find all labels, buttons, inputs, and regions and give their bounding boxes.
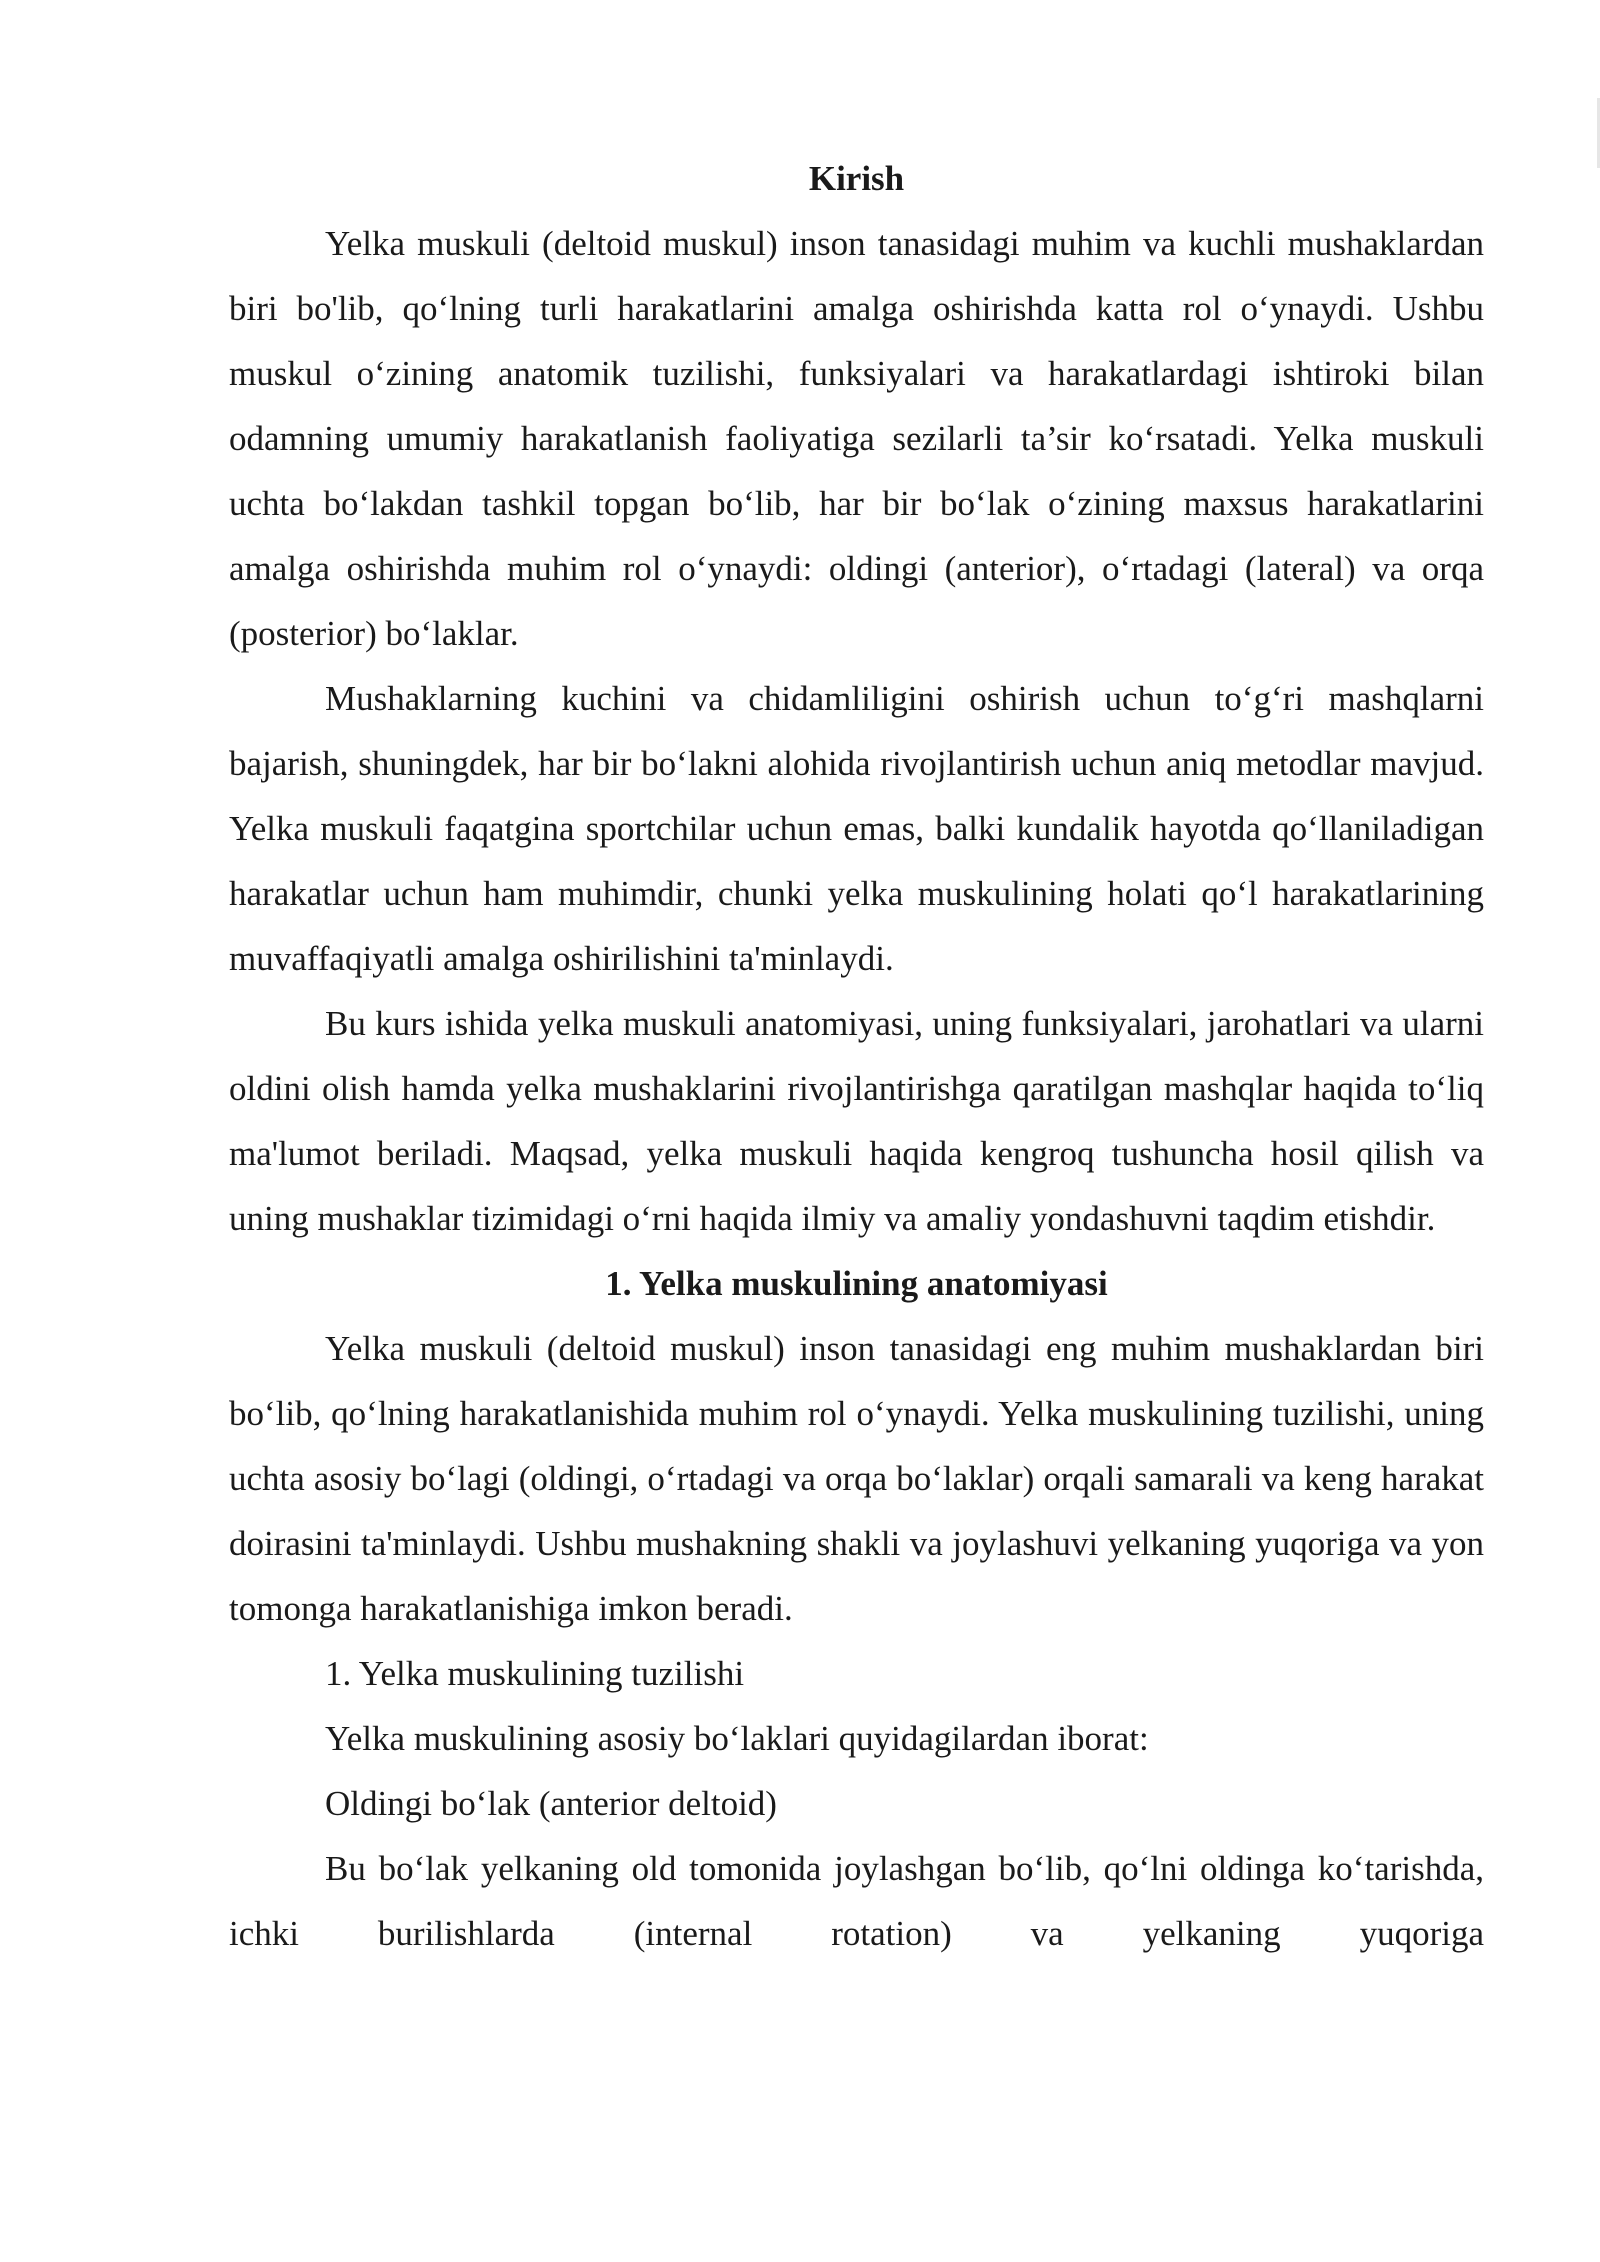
document-page [229,146,1484,1966]
subheading-structure: 1. Yelka muskulining tuzilishi [325,1654,745,1693]
section-1-heading: 1. Yelka muskulining anatomiyasi [605,1264,1108,1303]
anterior-deltoid-title: Oldingi bo‘lak (anterior deltoid) [325,1784,777,1823]
intro-paragraph-1: Yelka muskuli (deltoid muskul) inson tanasidagi muhim va kuchli mushaklardan biri bo'lib, qo‘lning turli harakatlarini amalga oshirishda katta rol o‘ynaydi. Ushbu muskul o‘zining anatomik tuzilishi, funksiyalari va harakatlardagi ishtiroki bilan odamning umumiy harakatlanish faoliyatiga sezilarli ta’sir ko‘rsatadi. Yelka muskuli uchta bo‘lakdan tashkil topgan bo‘lib, har bir bo‘lak o‘zining maxsus harakatlarini amalga oshirishda muhim rol o‘ynaydi: oldingi (anterior), o‘rtadagi (lateral) va orqa (posterior) bo‘laklar. [229,224,1484,653]
anterior-deltoid-paragraph: Bu bo‘lak yelkaning old tomonida joylashgan bo‘lib, qo‘lni oldinga ko‘tarishda, ichki burilishlarda (internal rotation) va yelkaning yuqoriga [229,1849,1484,1953]
intro-paragraph-3: Bu kurs ishida yelka muskuli anatomiyasi, uning funksiyalari, jarohatlari va ularni oldini olish hamda yelka mushaklarini rivojlantirishga qaratilgan mashqlar haqida to‘liq ma'lumot beriladi. Maqsad, yelka muskuli haqida kengroq tushuncha hosil qilish va uning mushaklar tizimidagi o‘rni haqida ilmiy va amaliy yondashuvni taqdim etishdir. [229,1004,1484,1238]
intro-paragraph-2: Mushaklarning kuchini va chidamliligini oshirish uchun to‘g‘ri mashqlarni bajarish, shuningdek, har bir bo‘lakni alohida rivojlantirish uchun aniq metodlar mavjud. Yelka muskuli faqatgina sportchilar uchun emas, balki kundalik hayotda qo‘llaniladigan harakatlar uchun ham muhimdir, chunki yelka muskulining holati qo‘l harakatlarining muvaffaqiyatli amalga oshirilishini ta'minlaydi. [229,679,1484,978]
parts-intro: Yelka muskulining asosiy bo‘laklari quyidagilardan iborat: [325,1719,1149,1758]
section-1-paragraph: Yelka muskuli (deltoid muskul) inson tanasidagi eng muhim mushaklardan biri bo‘lib, qo‘lning harakatlanishida muhim rol o‘ynaydi. Yelka muskulining tuzilishi, uning uchta asosiy bo‘lagi (oldingi, o‘rtadagi va orqa bo‘laklar) orqali samarali va keng harakat doirasini ta'minlaydi. Ushbu mushakning shakli va joylashuvi yelkaning yuqoriga va yon tomonga harakatlanishiga imkon beradi. [229,1329,1484,1628]
intro-heading: Kirish [808,159,905,198]
